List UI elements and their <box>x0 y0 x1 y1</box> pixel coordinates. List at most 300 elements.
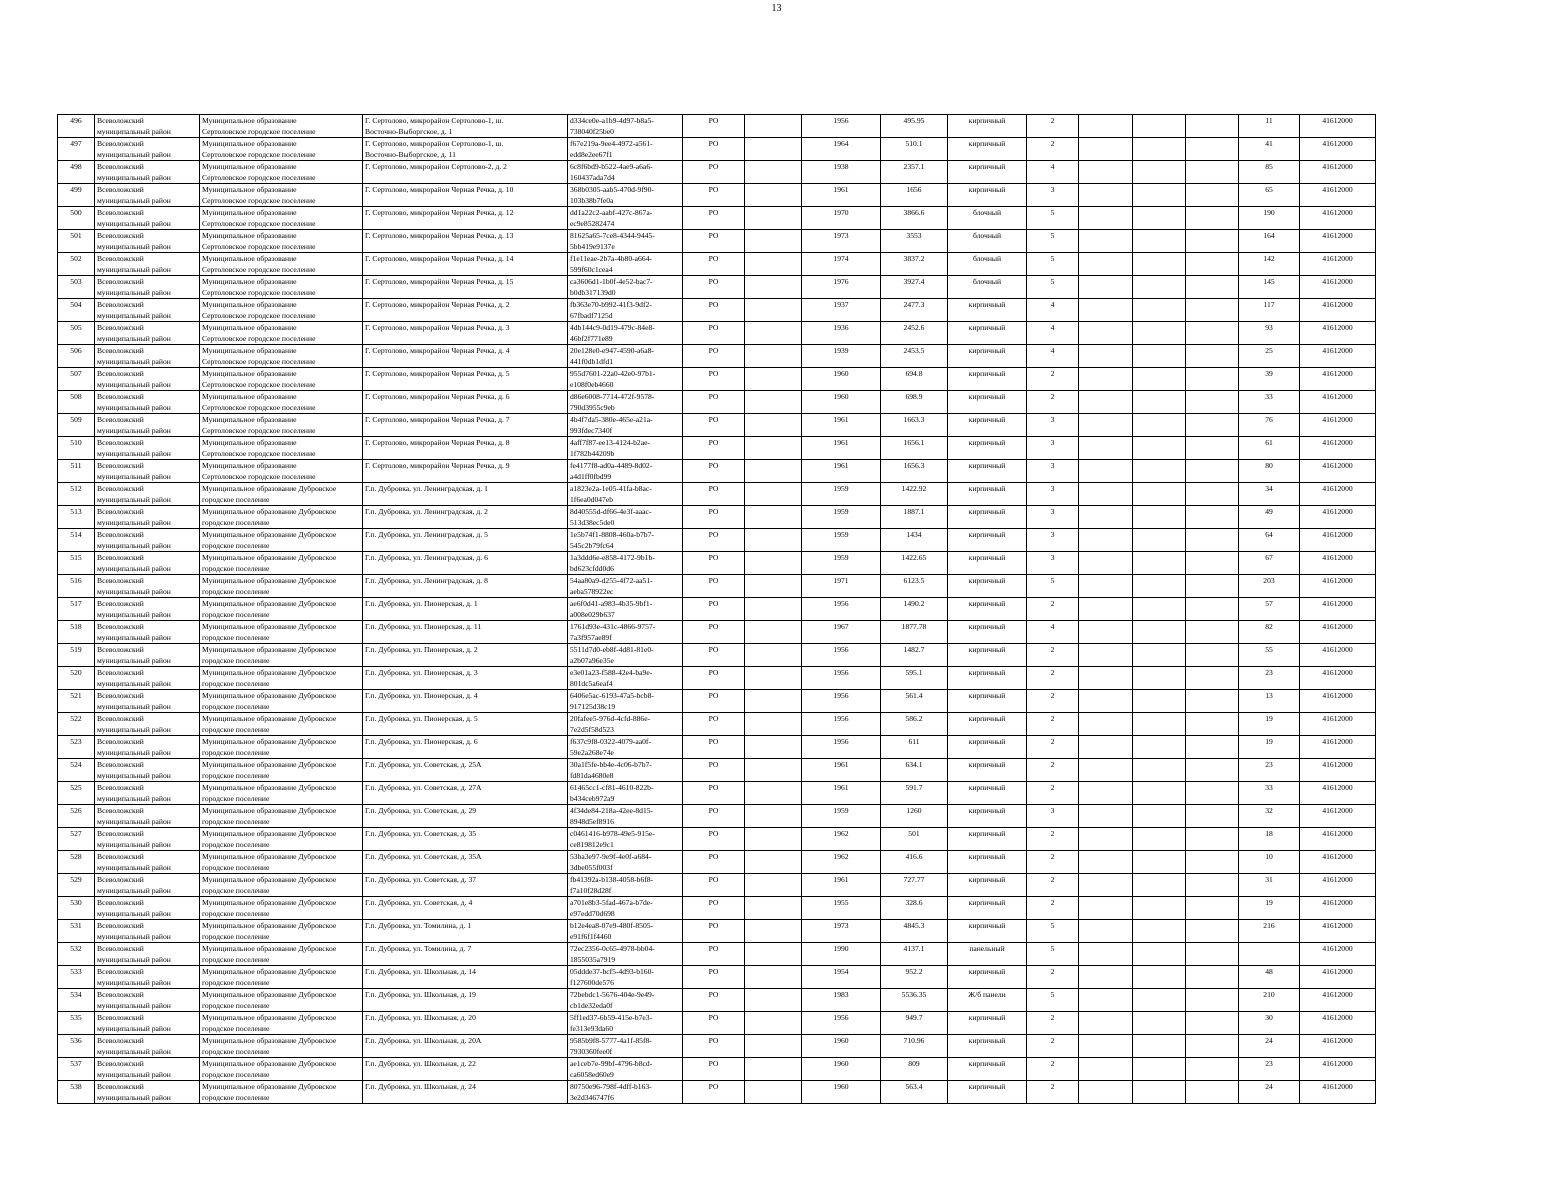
oktmo <box>1300 943 1376 966</box>
wall-material-line: кирпичный <box>968 484 1006 493</box>
oktmo <box>1300 138 1376 161</box>
area-line: 4137.1 <box>903 944 925 953</box>
district <box>95 598 200 621</box>
wall-material-line: кирпичный <box>968 1036 1006 1045</box>
year-built <box>802 414 881 437</box>
municipality <box>200 667 363 690</box>
wall-material <box>948 161 1027 184</box>
guid-line: 46bf2f771e89 <box>570 334 613 343</box>
empty-3 <box>1133 161 1186 184</box>
district-line: Всеволожский <box>97 139 144 148</box>
guid <box>568 1012 683 1035</box>
address-line: Г. Сертолово, микрорайон Сертолово-2, д. 2 <box>365 162 507 171</box>
guid-line: f127600de576 <box>570 978 614 987</box>
table-row <box>58 575 1376 598</box>
district-line: муниципальный район <box>97 242 171 251</box>
fund-type-line: РО <box>708 645 719 654</box>
guid-line: 5511d7d0-eb8f-4d81-81e0- <box>570 645 654 654</box>
wall-material <box>948 230 1027 253</box>
address <box>363 414 568 437</box>
address <box>363 989 568 1012</box>
row-number-line: 533 <box>70 967 82 976</box>
row-number <box>58 989 95 1012</box>
municipality <box>200 529 363 552</box>
fund-type-line: РО <box>708 484 719 493</box>
fund-type <box>683 345 745 368</box>
oktmo-line: 41612000 <box>1322 277 1353 286</box>
fund-type <box>683 851 745 874</box>
residents-line: 93 <box>1265 323 1273 332</box>
wall-material-line: кирпичный <box>968 599 1006 608</box>
wall-material <box>948 552 1027 575</box>
district-line: муниципальный район <box>97 265 171 274</box>
area <box>881 897 948 920</box>
empty-3 <box>1133 966 1186 989</box>
oktmo-line: 41612000 <box>1322 300 1353 309</box>
district-line: Всеволожский <box>97 392 144 401</box>
address-line: Г.п. Дубровка, ул. Пионерская, д. 2 <box>365 645 478 654</box>
empty-1 <box>745 1012 802 1035</box>
municipality-line: Муниципальное образование Дубровское <box>202 783 337 792</box>
floors-line: 4 <box>1050 300 1055 309</box>
floors-line: 2 <box>1050 599 1055 608</box>
district-line: Всеволожский <box>97 921 144 930</box>
oktmo <box>1300 184 1376 207</box>
fund-type-line: РО <box>708 346 719 355</box>
guid-line: 917125d38c19 <box>570 702 616 711</box>
guid-line: aeba578922ec <box>570 587 614 596</box>
year-built-line: 1962 <box>833 852 849 861</box>
oktmo-line: 41612000 <box>1322 438 1353 447</box>
floors <box>1027 230 1079 253</box>
oktmo <box>1300 690 1376 713</box>
empty-1 <box>745 966 802 989</box>
floors <box>1027 920 1079 943</box>
wall-material <box>948 805 1027 828</box>
district-line: муниципальный район <box>97 679 171 688</box>
guid <box>568 437 683 460</box>
area-line: 586.2 <box>905 714 923 723</box>
residents <box>1239 1058 1300 1081</box>
year-built-line: 1939 <box>833 346 849 355</box>
wall-material-line: кирпичный <box>968 760 1006 769</box>
year-built-line: 1936 <box>833 323 849 332</box>
municipality-line: Муниципальное образование Дубровское <box>202 645 337 654</box>
table-row <box>58 460 1376 483</box>
year-built-line: 1967 <box>833 622 849 631</box>
row-number-line: 527 <box>70 829 82 838</box>
municipality-line: городское поселение <box>202 564 270 573</box>
guid-line: 9585b9f8-5777-4a1f-85f8- <box>570 1036 652 1045</box>
year-built <box>802 667 881 690</box>
district <box>95 1035 200 1058</box>
address-line: Г.п. Дубровка, ул. Школьная, д. 19 <box>365 990 476 999</box>
district-line: Всеволожский <box>97 898 144 907</box>
year-built <box>802 138 881 161</box>
year-built <box>802 989 881 1012</box>
oktmo-line: 41612000 <box>1322 507 1353 516</box>
row-number <box>58 161 95 184</box>
empty-1 <box>745 667 802 690</box>
wall-material-line: кирпичный <box>968 346 1006 355</box>
guid-line: fb41392a-b138-4058-b6f8- <box>570 875 654 884</box>
guid <box>568 115 683 138</box>
table-row <box>58 1012 1376 1035</box>
residents-line: 25 <box>1265 346 1273 355</box>
empty-3 <box>1133 552 1186 575</box>
residents-line: 190 <box>1263 208 1275 217</box>
area-line: 952.2 <box>905 967 923 976</box>
oktmo <box>1300 161 1376 184</box>
address-line: Г.п. Дубровка, ул. Ленинградская, д. 8 <box>365 576 488 585</box>
oktmo-line: 41612000 <box>1322 714 1353 723</box>
district <box>95 667 200 690</box>
guid-line: 1761d93e-431c-4866-9757- <box>570 622 656 631</box>
empty-1 <box>745 828 802 851</box>
floors-line: 2 <box>1050 714 1055 723</box>
guid-line: 81625a65-7ce8-4344-9445- <box>570 231 655 240</box>
empty-2 <box>1079 138 1133 161</box>
wall-material-line: кирпичный <box>968 185 1006 194</box>
guid-line: a1823e2a-1e05-41fa-b8ac- <box>570 484 652 493</box>
fund-type <box>683 161 745 184</box>
year-built <box>802 598 881 621</box>
address <box>363 276 568 299</box>
address-line: Г.п. Дубровка, ул. Томилина, д. 1 <box>365 921 472 930</box>
district-line: муниципальный район <box>97 1047 171 1056</box>
address <box>363 552 568 575</box>
address <box>363 874 568 897</box>
municipality-line: Муниципальное образование Дубровское <box>202 760 337 769</box>
municipality-line: Муниципальное образование Дубровское <box>202 990 337 999</box>
guid-line: 7930360fee0f <box>570 1047 613 1056</box>
year-built <box>802 529 881 552</box>
fund-type <box>683 943 745 966</box>
empty-1 <box>745 874 802 897</box>
guid-line: a701e8b3-5fad-467a-b7de- <box>570 898 653 907</box>
fund-type <box>683 230 745 253</box>
municipality-line: Муниципальное образование <box>202 323 297 332</box>
fund-type <box>683 621 745 644</box>
residents-line: 19 <box>1265 737 1273 746</box>
empty-1 <box>745 851 802 874</box>
address-line: Г.п. Дубровка, ул. Школьная, д. 22 <box>365 1059 476 1068</box>
oktmo <box>1300 230 1376 253</box>
year-built-line: 1961 <box>833 438 849 447</box>
empty-4 <box>1186 368 1239 391</box>
municipality <box>200 828 363 851</box>
oktmo-line: 41612000 <box>1322 116 1353 125</box>
empty-4 <box>1186 437 1239 460</box>
address <box>363 207 568 230</box>
row-number <box>58 759 95 782</box>
municipality-line: Сертоловское городское поселение <box>202 449 316 458</box>
row-number <box>58 138 95 161</box>
area <box>881 253 948 276</box>
area <box>881 1058 948 1081</box>
floors <box>1027 115 1079 138</box>
year-built-line: 1961 <box>833 185 849 194</box>
row-number <box>58 943 95 966</box>
wall-material <box>948 322 1027 345</box>
municipality-line: Муниципальное образование <box>202 162 297 171</box>
floors-line: 2 <box>1050 645 1055 654</box>
residents-line: 33 <box>1265 783 1273 792</box>
empty-3 <box>1133 529 1186 552</box>
row-number <box>58 736 95 759</box>
empty-3 <box>1133 368 1186 391</box>
floors <box>1027 276 1079 299</box>
municipality-line: Сертоловское городское поселение <box>202 242 316 251</box>
residents-line: 145 <box>1263 277 1275 286</box>
district-line: Всеволожский <box>97 162 144 171</box>
address <box>363 437 568 460</box>
year-built-line: 1959 <box>833 806 849 815</box>
district <box>95 759 200 782</box>
year-built-line: 1937 <box>833 300 849 309</box>
empty-3 <box>1133 989 1186 1012</box>
residents <box>1239 184 1300 207</box>
empty-4 <box>1186 759 1239 782</box>
row-number-line: 532 <box>70 944 82 953</box>
area <box>881 920 948 943</box>
area-line: 1656.3 <box>903 461 925 470</box>
guid <box>568 161 683 184</box>
address <box>363 851 568 874</box>
wall-material-line: блочный <box>972 254 1002 263</box>
address <box>363 644 568 667</box>
guid <box>568 138 683 161</box>
municipality-line: городское поселение <box>202 955 270 964</box>
empty-3 <box>1133 805 1186 828</box>
row-number <box>58 782 95 805</box>
address-line: Г.п. Дубровка, ул. Пионерская, д. 5 <box>365 714 478 723</box>
table-row <box>58 920 1376 943</box>
residents-line: 13 <box>1265 691 1273 700</box>
residents-line: 64 <box>1265 530 1273 539</box>
municipality <box>200 851 363 874</box>
guid <box>568 943 683 966</box>
area-line: 1656 <box>906 185 922 194</box>
empty-4 <box>1186 184 1239 207</box>
wall-material-line: кирпичный <box>968 898 1006 907</box>
oktmo-line: 41612000 <box>1322 622 1353 631</box>
address-line: Г.п. Дубровка, ул. Томилина, д. 7 <box>365 944 472 953</box>
area-line: 561.4 <box>905 691 923 700</box>
wall-material <box>948 437 1027 460</box>
oktmo-line: 41612000 <box>1322 484 1353 493</box>
guid-line: 30a1f5fe-bb4e-4c06-b7b7- <box>570 760 652 769</box>
floors <box>1027 552 1079 575</box>
municipality <box>200 690 363 713</box>
residents-line: 65 <box>1265 185 1273 194</box>
empty-1 <box>745 322 802 345</box>
guid <box>568 598 683 621</box>
residents <box>1239 299 1300 322</box>
district-line: Всеволожский <box>97 530 144 539</box>
table-row <box>58 115 1376 138</box>
wall-material-line: кирпичный <box>968 139 1006 148</box>
address-line: Г.п. Дубровка, ул. Школьная, д. 14 <box>365 967 476 976</box>
wall-material-line: кирпичный <box>968 369 1006 378</box>
address-line: Г.п. Дубровка, ул. Школьная, д. 24 <box>365 1082 476 1091</box>
wall-material-line: кирпичный <box>968 1059 1006 1068</box>
empty-2 <box>1079 552 1133 575</box>
oktmo <box>1300 989 1376 1012</box>
empty-1 <box>745 598 802 621</box>
residents-line: 10 <box>1265 852 1273 861</box>
empty-3 <box>1133 184 1186 207</box>
row-number <box>58 184 95 207</box>
wall-material-line: кирпичный <box>968 645 1006 654</box>
residents <box>1239 782 1300 805</box>
district-line: Всеволожский <box>97 760 144 769</box>
row-number-line: 518 <box>70 622 82 631</box>
year-built-line: 1961 <box>833 783 849 792</box>
year-built-line: 1956 <box>833 1013 849 1022</box>
row-number <box>58 460 95 483</box>
year-built-line: 1983 <box>833 990 849 999</box>
year-built-line: 1960 <box>833 369 849 378</box>
empty-2 <box>1079 598 1133 621</box>
municipality-line: Муниципальное образование <box>202 254 297 263</box>
row-number-line: 520 <box>70 668 82 677</box>
empty-4 <box>1186 391 1239 414</box>
empty-2 <box>1079 506 1133 529</box>
wall-material-line: кирпичный <box>968 668 1006 677</box>
table-row <box>58 276 1376 299</box>
wall-material <box>948 736 1027 759</box>
empty-1 <box>745 943 802 966</box>
wall-material <box>948 621 1027 644</box>
wall-material <box>948 299 1027 322</box>
floors <box>1027 1035 1079 1058</box>
table-row <box>58 943 1376 966</box>
municipality-line: Сертоловское городское поселение <box>202 196 316 205</box>
district-line: муниципальный район <box>97 1070 171 1079</box>
row-number-line: 513 <box>70 507 82 516</box>
district-line: муниципальный район <box>97 610 171 619</box>
wall-material-line: кирпичный <box>968 852 1006 861</box>
wall-material <box>948 989 1027 1012</box>
year-built <box>802 299 881 322</box>
floors <box>1027 414 1079 437</box>
empty-2 <box>1079 943 1133 966</box>
district-line: Всеволожский <box>97 254 144 263</box>
municipality <box>200 943 363 966</box>
guid-line: 7e2d5f58d523 <box>570 725 614 734</box>
floors <box>1027 391 1079 414</box>
address <box>363 506 568 529</box>
guid-line: ec9e85282474 <box>570 219 615 228</box>
district-line: муниципальный район <box>97 564 171 573</box>
empty-4 <box>1186 230 1239 253</box>
guid <box>568 828 683 851</box>
table-row <box>58 161 1376 184</box>
district-line: муниципальный район <box>97 840 171 849</box>
floors-line: 5 <box>1050 944 1055 953</box>
area-line: 3553 <box>906 231 922 240</box>
year-built-line: 1956 <box>833 645 849 654</box>
row-number <box>58 874 95 897</box>
floors <box>1027 529 1079 552</box>
oktmo-line: 41612000 <box>1322 323 1353 332</box>
oktmo <box>1300 966 1376 989</box>
residents-line: 23 <box>1265 668 1273 677</box>
table-row <box>58 782 1376 805</box>
address-line: Г.п. Дубровка, ул. Советская, д. 35А <box>365 852 482 861</box>
empty-3 <box>1133 483 1186 506</box>
wall-material-line: кирпичный <box>968 162 1006 171</box>
guid-line: b434ceb972a9 <box>570 794 615 803</box>
guid-line: c0461416-b978-49e5-915e- <box>570 829 655 838</box>
residents <box>1239 897 1300 920</box>
residents <box>1239 874 1300 897</box>
address <box>363 828 568 851</box>
municipality <box>200 276 363 299</box>
year-built-line: 1973 <box>833 231 849 240</box>
empty-3 <box>1133 759 1186 782</box>
area-line: 591.7 <box>905 783 923 792</box>
municipality-line: Муниципальное образование Дубровское <box>202 484 337 493</box>
wall-material-line: кирпичный <box>968 783 1006 792</box>
residents <box>1239 322 1300 345</box>
guid-line: 513d38ec5de0 <box>570 518 615 527</box>
guid-line: 738040f25be0 <box>570 127 614 136</box>
district-line: муниципальный район <box>97 656 171 665</box>
year-built <box>802 966 881 989</box>
empty-4 <box>1186 345 1239 368</box>
address-line: Г.п. Дубровка, ул. Ленинградская, д. 6 <box>365 553 488 562</box>
guid-line: fe4177f8-ad0a-4489-8d02- <box>570 461 653 470</box>
guid-line: 20e128e0-e947-4590-a6a8- <box>570 346 654 355</box>
guid <box>568 920 683 943</box>
row-number-line: 499 <box>70 185 82 194</box>
wall-material <box>948 506 1027 529</box>
year-built <box>802 851 881 874</box>
municipality <box>200 989 363 1012</box>
district <box>95 529 200 552</box>
area <box>881 1012 948 1035</box>
floors-line: 4 <box>1050 346 1055 355</box>
year-built-line: 1959 <box>833 484 849 493</box>
empty-4 <box>1186 253 1239 276</box>
guid <box>568 207 683 230</box>
area <box>881 115 948 138</box>
municipality <box>200 782 363 805</box>
area-line: 3927.4 <box>903 277 925 286</box>
guid <box>568 230 683 253</box>
area-line: 3866.6 <box>903 208 925 217</box>
empty-3 <box>1133 460 1186 483</box>
municipality-line: городское поселение <box>202 886 270 895</box>
floors-line: 2 <box>1050 1059 1055 1068</box>
guid-line: dd1a22c2-aabf-427c-867a- <box>570 208 653 217</box>
district-line: муниципальный район <box>97 587 171 596</box>
oktmo-line: 41612000 <box>1322 829 1353 838</box>
municipality <box>200 207 363 230</box>
floors <box>1027 184 1079 207</box>
empty-3 <box>1133 874 1186 897</box>
residents <box>1239 690 1300 713</box>
wall-material <box>948 644 1027 667</box>
area <box>881 943 948 966</box>
oktmo <box>1300 759 1376 782</box>
table-row <box>58 828 1376 851</box>
year-built <box>802 437 881 460</box>
wall-material <box>948 1081 1027 1104</box>
guid-line: 6406e5ac-6193-47a5-bcb8- <box>570 691 654 700</box>
